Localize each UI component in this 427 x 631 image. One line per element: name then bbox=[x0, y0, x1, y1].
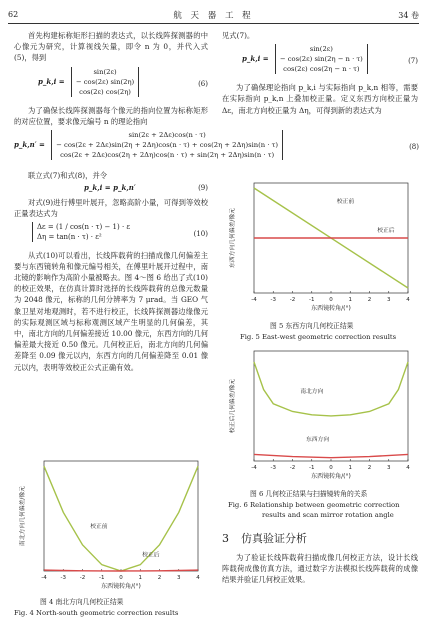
x-tick-label: -4 bbox=[251, 297, 257, 303]
x-tick-label: -1 bbox=[99, 575, 105, 581]
equation-number: (6) bbox=[198, 79, 208, 88]
equation-lhs: p_k,n′ = bbox=[14, 140, 45, 150]
x-tick-label: 3 bbox=[387, 297, 391, 303]
x-tick-label: 4 bbox=[196, 575, 200, 581]
x-tick-label: -3 bbox=[60, 575, 66, 581]
equation-8 bbox=[14, 130, 419, 168]
figure-caption-en: Fig. 6 Relationship between geometric correction bbox=[228, 501, 400, 509]
equation-number: (8) bbox=[409, 143, 419, 152]
equation-system bbox=[32, 222, 130, 242]
equation-line: Δη = tan(n · τ) · ε² bbox=[37, 232, 102, 241]
figure-caption-en: Fig. 5 East-west geometric correction results bbox=[240, 333, 397, 341]
series-line bbox=[44, 466, 198, 571]
matrix-row: sin(2ε) bbox=[309, 45, 333, 54]
x-tick-label: 0 bbox=[119, 575, 123, 581]
x-axis-label: 东西镜转角/(°) bbox=[311, 473, 351, 480]
y-axis-label: 南北方向几何偏差/像元 bbox=[20, 486, 26, 546]
y-axis-label: 东西方向几何偏差/像元 bbox=[230, 208, 236, 268]
chart-fig5 bbox=[224, 177, 416, 319]
paragraph: 为了确保理论指向 p_k,i 与实际指向 p_k,n 相等，需要在实际指向 p_k,n 上叠加校正量。定义东西方向校正量为 Δε，南北方向校正量为 Δη，可得到新的表达式为 bbox=[222, 83, 418, 115]
matrix-row: sin(2ε) bbox=[93, 67, 117, 76]
x-tick-label: 4 bbox=[406, 465, 410, 471]
plot-frame bbox=[44, 461, 198, 571]
x-tick-label: 2 bbox=[157, 575, 162, 581]
journal-title: 航 天 器 工 程 bbox=[173, 11, 254, 21]
equation-number: (10) bbox=[193, 229, 208, 238]
x-tick-label: -1 bbox=[309, 297, 315, 303]
paragraph: 见式(7)。 bbox=[222, 31, 255, 40]
section-number: 3 bbox=[222, 532, 229, 545]
x-tick-label: 1 bbox=[348, 297, 352, 303]
paragraph: 联立式(7)和式(8)，并令 bbox=[28, 171, 108, 181]
matrix-row: cos(2ε) cos(2η) bbox=[79, 87, 131, 96]
series-label: 南北方向 bbox=[300, 388, 324, 395]
x-tick-label: 0 bbox=[329, 465, 333, 471]
x-tick-label: -3 bbox=[270, 297, 276, 303]
matrix bbox=[51, 130, 283, 160]
x-tick-label: 2 bbox=[367, 297, 372, 303]
figure-caption-en: Fig. 4 North-south geometric correction results bbox=[14, 609, 179, 617]
section-title: 仿真验证分析 bbox=[241, 532, 307, 545]
matrix-row: − cos(2ε) sin(2η − n · τ) bbox=[279, 55, 363, 64]
equation-line: Δε = (1 / cos(n · τ) − 1) · ε bbox=[37, 222, 131, 231]
volume-label: 34 卷 bbox=[398, 11, 419, 20]
series-label: 校正后 bbox=[142, 552, 160, 559]
series-label: 校正后 bbox=[377, 228, 395, 234]
figure-caption: 图 4 南北方向几何校正结果 bbox=[40, 598, 124, 606]
matrix-row: cos(2ε) cos(2η − n · τ) bbox=[283, 65, 360, 74]
x-tick-label: 0 bbox=[329, 297, 333, 303]
x-tick-label: -4 bbox=[41, 575, 47, 581]
x-tick-label: -1 bbox=[309, 465, 315, 471]
matrix-row: − cos(2ε + 2Δε)sin(2η + 2Δη)cos(n · τ) + cos(2η + 2Δη)sin(n · τ) bbox=[56, 141, 279, 150]
matrix-row: − cos(2ε) sin(2η) bbox=[75, 77, 135, 86]
equation-body: p_k,i = p_k,n′ bbox=[84, 183, 136, 193]
matrix bbox=[71, 67, 139, 97]
equation-lhs: p_k,i = bbox=[242, 54, 269, 64]
header-rule bbox=[8, 23, 419, 24]
x-tick-label: 3 bbox=[177, 575, 181, 581]
equation-number: (7) bbox=[408, 57, 418, 66]
chart-fig4 bbox=[14, 455, 206, 597]
y-axis-label: 校正后几何偏差/像元 bbox=[230, 378, 236, 434]
x-tick-label: -3 bbox=[270, 465, 276, 471]
figure-caption-en: results and scan mirror rotation angle bbox=[262, 511, 394, 519]
section-heading bbox=[222, 530, 307, 546]
series-line bbox=[254, 454, 408, 457]
equation-10 bbox=[14, 222, 208, 248]
right-column bbox=[222, 30, 418, 116]
paragraph: 首先构建标称矩形扫描的表达式，以长线阵探测器的中心像元为研究，计算视线矢量，即令 n 为 0，并代入式(5)，得到 bbox=[14, 31, 208, 63]
x-axis-label: 东西镜转角/(°) bbox=[311, 305, 351, 312]
paragraph: 对式(9)进行傅里叶展开，忽略高阶小量，可得到等效校正量表达式为 bbox=[14, 198, 208, 219]
equation-9 bbox=[14, 183, 208, 195]
x-axis-label: 东西镜转角/(°) bbox=[101, 583, 141, 590]
figure-caption: 图 6 几何校正结果与扫描镜转角的关系 bbox=[250, 490, 368, 498]
series-label: 东西方向 bbox=[305, 437, 330, 444]
page-number: 62 bbox=[8, 10, 19, 19]
matrix-row: sin(2ε + 2Δε)cos(n · τ) bbox=[128, 131, 206, 140]
equation-7 bbox=[242, 44, 418, 80]
chart-fig6 bbox=[224, 345, 416, 487]
series-label: 校正前 bbox=[90, 524, 108, 531]
x-tick-label: 3 bbox=[387, 465, 391, 471]
matrix-row: cos(2ε + 2Δε)cos(2η + 2Δη)cos(n · τ) + sin(2η + 2Δη)sin(n · τ) bbox=[60, 151, 275, 160]
x-tick-label: -2 bbox=[79, 575, 86, 581]
series-label: 校正前 bbox=[336, 199, 355, 205]
equation-number: (9) bbox=[198, 184, 208, 193]
paragraph: 从式(10)可以看出，长线阵载荷的扫描成像几何偏差主要与东西镜转角和像元编号相关，在傅里叶展开过程中，南北镜的影响作为高阶小量被略去。图 4～图 6 给出了式(10)的校正效果，在仿真计算时选择的长线阵载荷的总像元数量为 2048 像元，标称的几何分辨率为 7 μrad。当 GEO 气象卫星对地观测时，若不进行校正，长线阵探测器边缘像元的实际观测区域与标称观测区域产生明显的几何偏差，其中，南北方向的几何偏差接近 10.00 像元，东西方向的几何偏差最大接近 0.50 像元。几何校正后，南北方向的几何偏差降至 0.09 像元以内，东西方向的几何偏差降至 0.01 像元以内，表明等效校正公式正确有效。 bbox=[14, 250, 208, 372]
x-tick-label: -2 bbox=[289, 465, 296, 471]
x-tick-label: 1 bbox=[348, 465, 352, 471]
equation-6 bbox=[38, 67, 208, 103]
right-column-tail bbox=[222, 552, 418, 586]
x-tick-label: -4 bbox=[251, 465, 257, 471]
equation-lhs: p_k,i = bbox=[38, 76, 65, 86]
running-header bbox=[8, 8, 419, 22]
x-tick-label: 2 bbox=[367, 465, 372, 471]
matrix bbox=[275, 44, 368, 74]
x-tick-label: -2 bbox=[289, 297, 296, 303]
series-line bbox=[254, 362, 408, 416]
x-tick-label: 4 bbox=[406, 297, 410, 303]
x-tick-label: 1 bbox=[138, 575, 142, 581]
paragraph: 为了确保长线阵探测器每个像元的指向位置为标称矩形的对应位置，要求像元编号 n 的理论指向 bbox=[14, 105, 208, 126]
paragraph: 为了验证长线阵载荷扫描成像几何校正方法，设计长线阵载荷成像仿真方法，通过数字方法模拟长线阵载荷的成像结果并验证几何校正效果。 bbox=[222, 553, 418, 585]
figure-caption: 图 5 东西方向几何校正结果 bbox=[270, 322, 354, 330]
